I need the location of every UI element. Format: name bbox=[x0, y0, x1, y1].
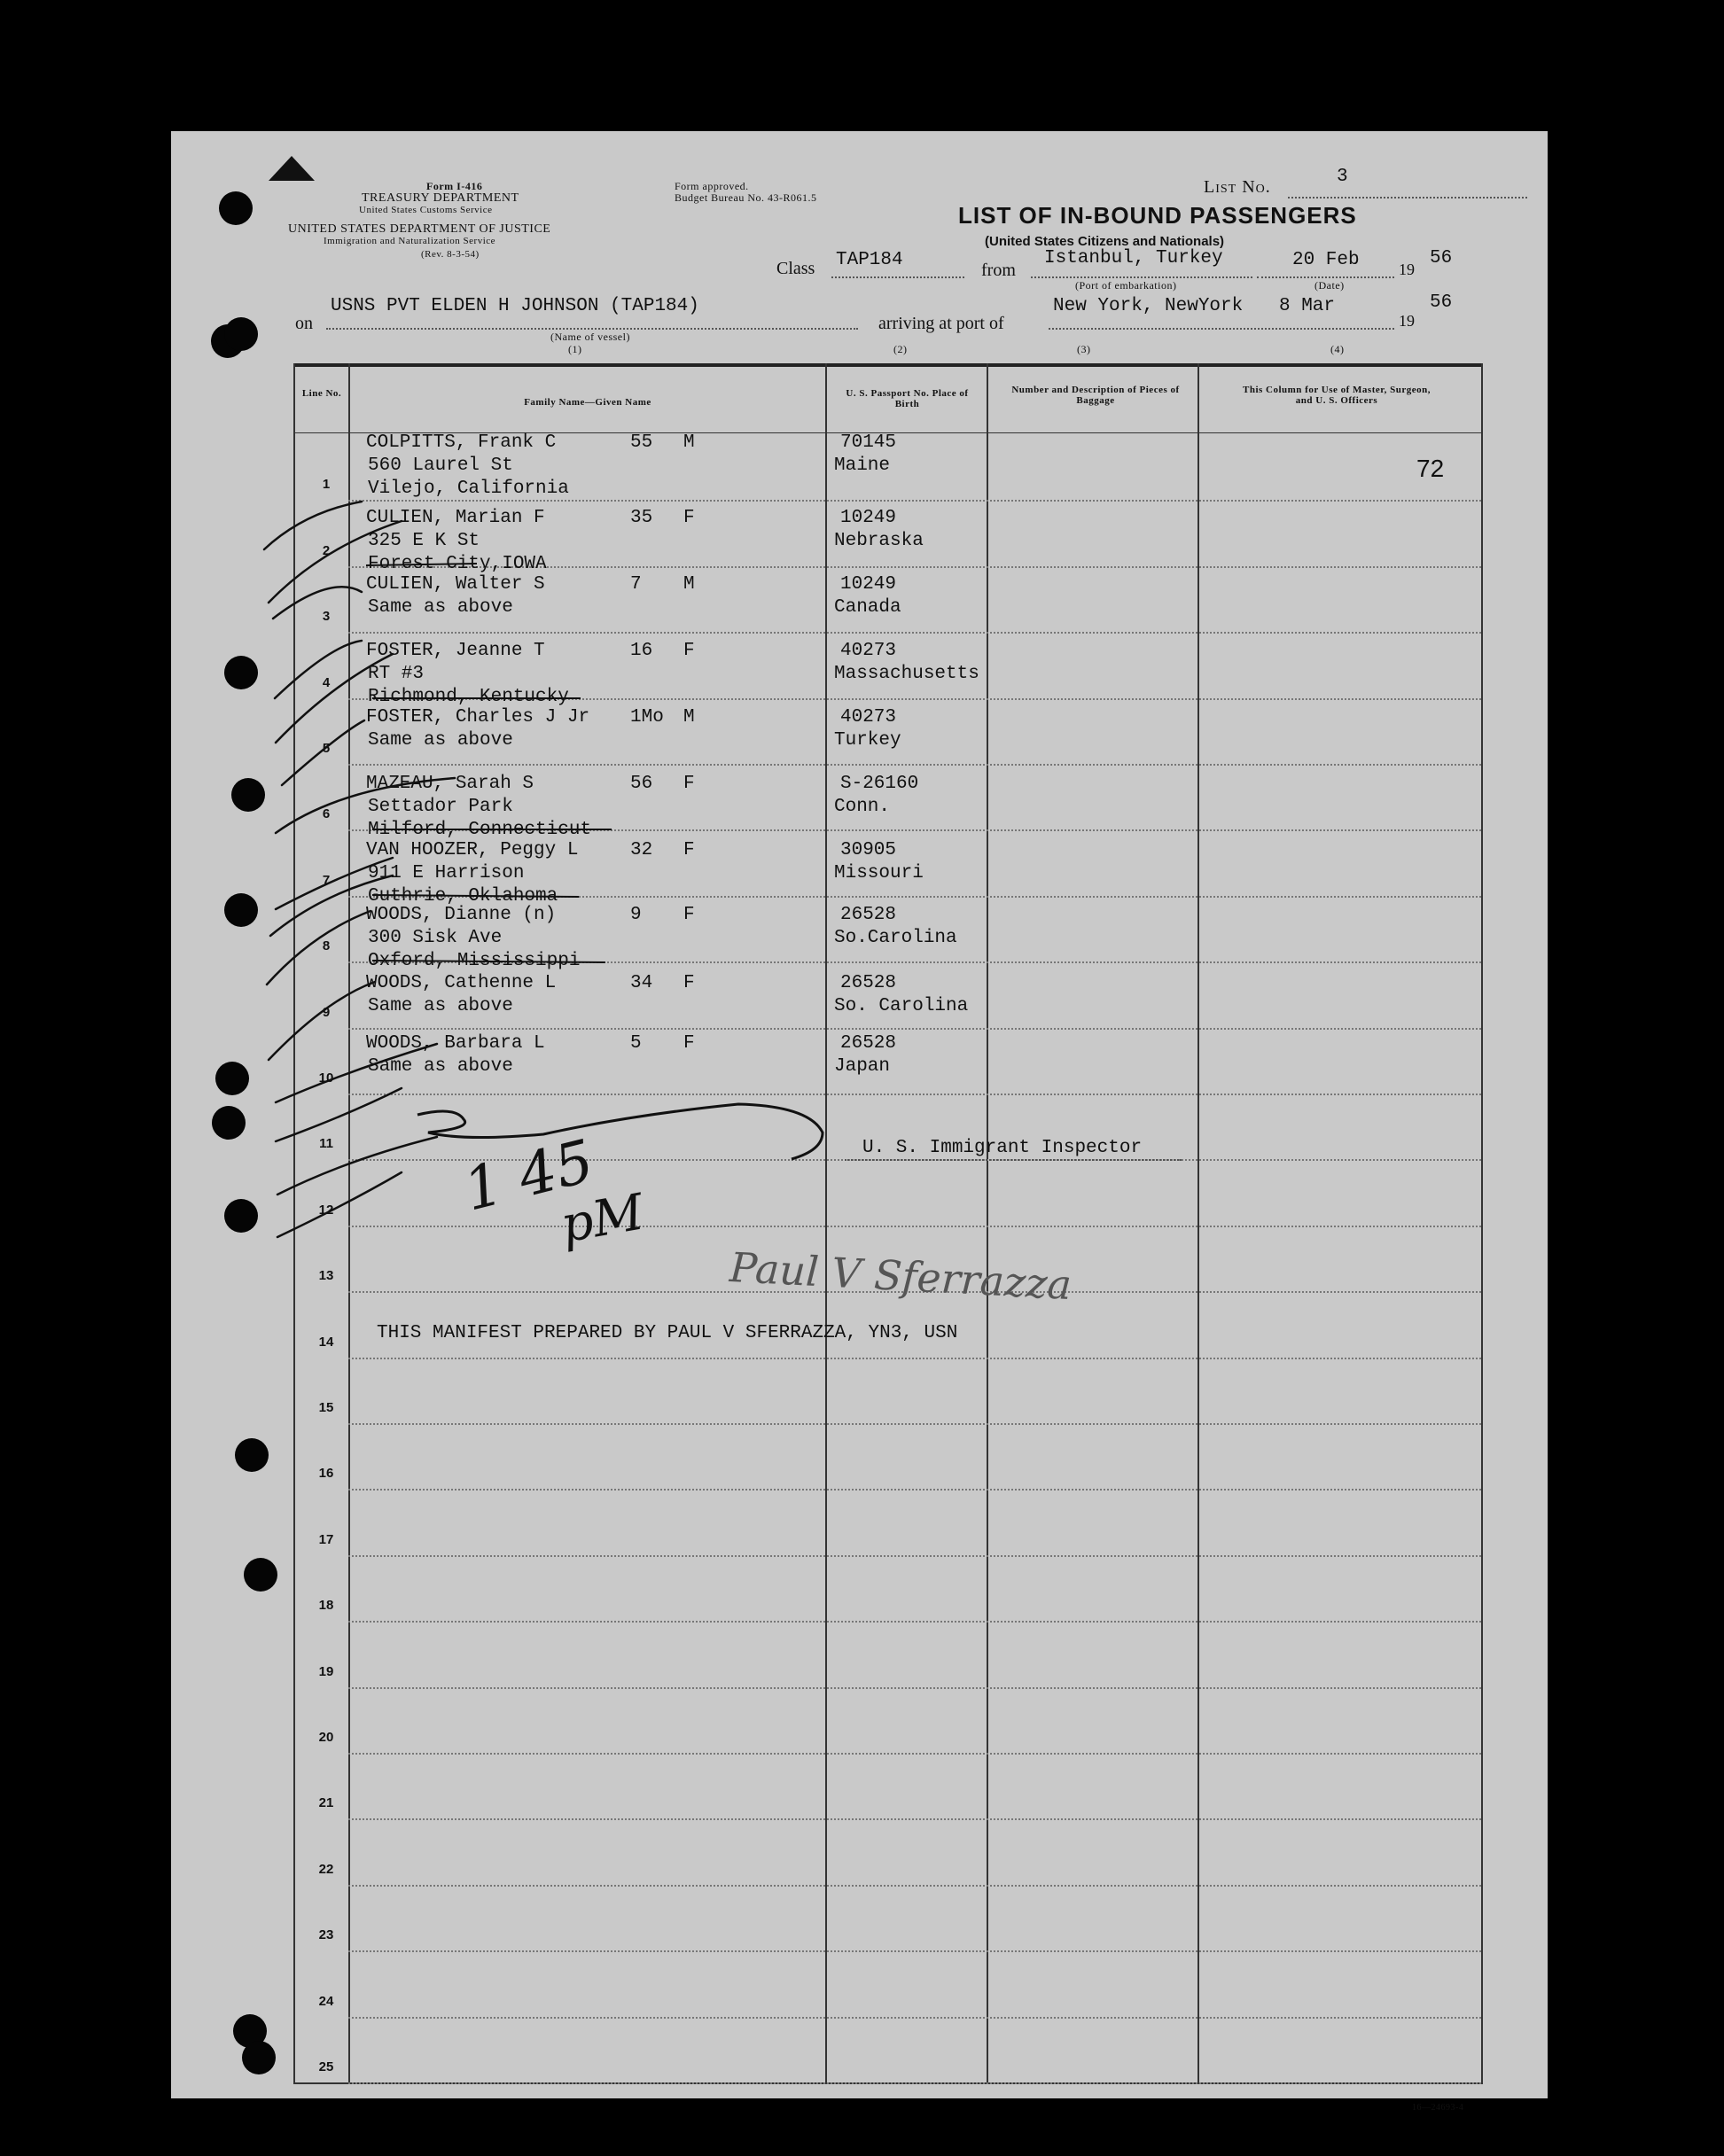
check-mark bbox=[277, 1137, 437, 1195]
passenger-age: 32 bbox=[630, 840, 653, 860]
justice-dept: UNITED STATES DEPARTMENT OF JUSTICE bbox=[288, 222, 551, 236]
check-mark bbox=[269, 521, 402, 603]
passenger-age: 35 bbox=[630, 508, 653, 528]
passenger-address: Settador Park bbox=[368, 797, 513, 817]
passenger-city: Guthrie, Oklahoma bbox=[368, 886, 558, 907]
departure-date: 20 Feb bbox=[1292, 250, 1360, 270]
place-of-birth: Nebraska bbox=[834, 531, 924, 551]
header-passport: U. S. Passport No. Place of Birth bbox=[846, 388, 969, 409]
ins-service: Immigration and Naturalization Service bbox=[324, 236, 496, 246]
place-of-birth: So. Carolina bbox=[834, 996, 969, 1016]
footer-code: 16—24693-4 bbox=[1412, 2103, 1464, 2113]
col-num-1: (1) bbox=[568, 343, 582, 355]
line-number: 10 bbox=[318, 1070, 334, 1086]
passenger-address: Same as above bbox=[368, 1056, 513, 1077]
from-port: Istanbul, Turkey bbox=[1044, 248, 1223, 269]
check-mark bbox=[264, 502, 362, 549]
check-mark bbox=[282, 720, 364, 785]
passenger-sex: F bbox=[683, 774, 695, 794]
year-2: 56 bbox=[1430, 292, 1453, 313]
vessel-label: (Name of vessel) bbox=[550, 331, 630, 343]
passenger-age: 1Mo bbox=[630, 707, 664, 728]
budget-bureau: Budget Bureau No. 43-R061.5 bbox=[675, 191, 817, 204]
line-number: 25 bbox=[318, 2059, 334, 2074]
list-no-value: 3 bbox=[1337, 167, 1348, 187]
passenger-name: CULIEN, Marian F bbox=[366, 508, 545, 528]
check-mark bbox=[276, 778, 455, 833]
line-number: 22 bbox=[318, 1861, 334, 1877]
check-mark bbox=[275, 641, 362, 698]
place-of-birth: Maine bbox=[834, 455, 891, 476]
passport-number: 26528 bbox=[840, 1033, 897, 1054]
passenger-age: 55 bbox=[630, 432, 653, 453]
passenger-age: 5 bbox=[630, 1033, 642, 1054]
inspector-label: U. S. Immigrant Inspector bbox=[862, 1138, 1143, 1158]
passenger-address: Same as above bbox=[368, 597, 513, 618]
passenger-city: Richmond, Kentucky bbox=[368, 687, 569, 707]
date-label: (Date) bbox=[1314, 279, 1345, 292]
passenger-city: Forest City,IOWA bbox=[368, 554, 547, 574]
passenger-name: FOSTER, Jeanne T bbox=[366, 641, 545, 661]
line-number: 8 bbox=[322, 938, 331, 954]
line-number: 11 bbox=[319, 1136, 333, 1152]
passenger-sex: F bbox=[683, 905, 695, 925]
from-label: from bbox=[981, 261, 1016, 280]
passenger-sex: M bbox=[683, 707, 695, 728]
form-approved: Form approved. bbox=[675, 180, 749, 192]
page-subtitle: (United States Citizens and Nationals) bbox=[985, 234, 1225, 249]
line-number: 6 bbox=[322, 806, 331, 822]
vessel-name: USNS PVT ELDEN H JOHNSON (TAP184) bbox=[331, 296, 699, 316]
check-marks bbox=[171, 131, 1548, 2098]
line-number: 18 bbox=[318, 1598, 334, 1614]
line-number: 1 bbox=[322, 477, 331, 493]
passenger-address: 911 E Harrison bbox=[368, 863, 525, 883]
passenger-age: 16 bbox=[630, 641, 653, 661]
passport-number: 10249 bbox=[840, 574, 897, 595]
passenger-sex: F bbox=[683, 1033, 695, 1054]
arriving-label: arriving at port of bbox=[878, 314, 1004, 333]
line-number: 9 bbox=[322, 1004, 331, 1020]
customs-service: United States Customs Service bbox=[359, 205, 493, 215]
place-of-birth: Missouri bbox=[834, 863, 924, 883]
line-number: 13 bbox=[318, 1268, 334, 1284]
line-number: 4 bbox=[322, 674, 331, 690]
passenger-address: 325 E K St bbox=[368, 531, 480, 551]
header-officers: This Column for Use of Master, Surgeon, and U. S. Officers bbox=[1242, 385, 1431, 406]
col-num-2: (2) bbox=[893, 343, 908, 355]
line-number: 12 bbox=[318, 1202, 334, 1218]
preparer-signature: Paul V Sferrazza bbox=[728, 1242, 1073, 1310]
place-of-birth: Canada bbox=[834, 597, 901, 618]
passenger-age: 34 bbox=[630, 973, 653, 993]
line-number: 21 bbox=[318, 1795, 334, 1811]
check-mark bbox=[267, 911, 371, 985]
passport-number: 70145 bbox=[840, 432, 897, 453]
year-prefix-1: 19 bbox=[1399, 261, 1415, 278]
line-number: 2 bbox=[322, 542, 331, 558]
check-mark bbox=[276, 1088, 402, 1141]
passenger-name: COLPITTS, Frank C bbox=[366, 432, 557, 453]
line-number: 24 bbox=[318, 1993, 334, 2009]
place-of-birth: Turkey bbox=[834, 730, 901, 751]
check-mark bbox=[277, 1172, 402, 1237]
passenger-age: 56 bbox=[630, 774, 653, 794]
header-line-no: Line No. bbox=[301, 388, 342, 399]
passenger-name: WOODS, Barbara L bbox=[366, 1033, 545, 1054]
line-number: 7 bbox=[322, 872, 331, 888]
handwritten-pm: pM bbox=[557, 1183, 649, 1255]
col-num-3: (3) bbox=[1077, 343, 1091, 355]
passenger-address: RT #3 bbox=[368, 664, 425, 684]
passenger-address: Same as above bbox=[368, 996, 513, 1016]
line-number: 17 bbox=[318, 1531, 334, 1547]
form-number: Form I-416 bbox=[426, 180, 483, 192]
check-mark bbox=[273, 587, 362, 619]
passenger-sex: M bbox=[683, 432, 695, 453]
line-number: 14 bbox=[318, 1334, 334, 1350]
passenger-name: VAN HOOZER, Peggy L bbox=[366, 840, 579, 860]
check-mark bbox=[269, 982, 375, 1060]
class-value: TAP184 bbox=[836, 250, 903, 270]
class-label: Class bbox=[776, 259, 815, 278]
passenger-name: MAZEAU, Sarah S bbox=[366, 774, 534, 794]
line-number: 16 bbox=[318, 1466, 334, 1482]
place-of-birth: Conn. bbox=[834, 797, 891, 817]
manifest-page bbox=[171, 131, 1548, 2113]
passenger-sex: M bbox=[683, 574, 695, 595]
passport-number: 26528 bbox=[840, 905, 897, 925]
line-number: 15 bbox=[318, 1400, 334, 1415]
line-number: 19 bbox=[318, 1663, 334, 1679]
passenger-city: Vilejo, California bbox=[368, 479, 569, 499]
passenger-age: 7 bbox=[630, 574, 642, 595]
place-of-birth: Japan bbox=[834, 1056, 891, 1077]
handwritten-time: 1 45 bbox=[456, 1126, 601, 1225]
line-number: 5 bbox=[322, 741, 331, 756]
treasury-dept: TREASURY DEPARTMENT bbox=[362, 191, 519, 205]
line-number: 20 bbox=[318, 1730, 334, 1745]
line-number: 23 bbox=[318, 1927, 334, 1943]
year-1: 56 bbox=[1430, 248, 1453, 269]
check-mark bbox=[270, 876, 393, 936]
passenger-city: Milford, Connecticut bbox=[368, 820, 592, 840]
passenger-name: WOODS, Dianne (n) bbox=[366, 905, 557, 925]
passenger-name: CULIEN, Walter S bbox=[366, 574, 545, 595]
arrival-date: 8 Mar bbox=[1279, 296, 1336, 316]
passenger-age: 9 bbox=[630, 905, 642, 925]
passport-number: 40273 bbox=[840, 641, 897, 661]
passport-number: S-26160 bbox=[840, 774, 919, 794]
passenger-address: 560 Laurel St bbox=[368, 455, 513, 476]
page-title: LIST OF IN-BOUND PASSENGERS bbox=[958, 202, 1357, 229]
year-prefix-2: 19 bbox=[1399, 312, 1415, 330]
port-embarkation-label: (Port of embarkation) bbox=[1075, 279, 1177, 292]
passenger-sex: F bbox=[683, 973, 695, 993]
inspector-signature-scribble bbox=[417, 1104, 823, 1159]
passenger-city: Oxford, Mississippi bbox=[368, 951, 581, 971]
place-of-birth: So.Carolina bbox=[834, 928, 957, 948]
passenger-name: FOSTER, Charles J Jr bbox=[366, 707, 590, 728]
passport-number: 26528 bbox=[840, 973, 897, 993]
prepared-by-line: THIS MANIFEST PREPARED BY PAUL V SFERRAZZA, YN3, USN bbox=[377, 1323, 958, 1343]
officer-note: 72 bbox=[1416, 455, 1445, 482]
header-baggage: Number and Description of Pieces of Baggage bbox=[1011, 385, 1180, 406]
col-num-4: (4) bbox=[1330, 343, 1345, 355]
passenger-sex: F bbox=[683, 840, 695, 860]
passenger-sex: F bbox=[683, 508, 695, 528]
passport-number: 40273 bbox=[840, 707, 897, 728]
passenger-address: Same as above bbox=[368, 730, 513, 751]
place-of-birth: Massachusetts bbox=[834, 664, 979, 684]
passenger-sex: F bbox=[683, 641, 695, 661]
line-number: 3 bbox=[322, 609, 331, 625]
passport-number: 10249 bbox=[840, 508, 897, 528]
on-label: on bbox=[295, 314, 313, 333]
revision: (Rev. 8-3-54) bbox=[421, 249, 480, 260]
check-mark bbox=[276, 1044, 437, 1102]
list-no-label: List No. bbox=[1204, 177, 1271, 197]
check-mark bbox=[276, 858, 393, 909]
passenger-address: 300 Sisk Ave bbox=[368, 928, 503, 948]
passenger-name: WOODS, Cathenne L bbox=[366, 973, 557, 993]
arrival-port: New York, NewYork bbox=[1053, 296, 1244, 316]
header-name: Family Name—Given Name bbox=[524, 397, 651, 408]
passport-number: 30905 bbox=[840, 840, 897, 860]
